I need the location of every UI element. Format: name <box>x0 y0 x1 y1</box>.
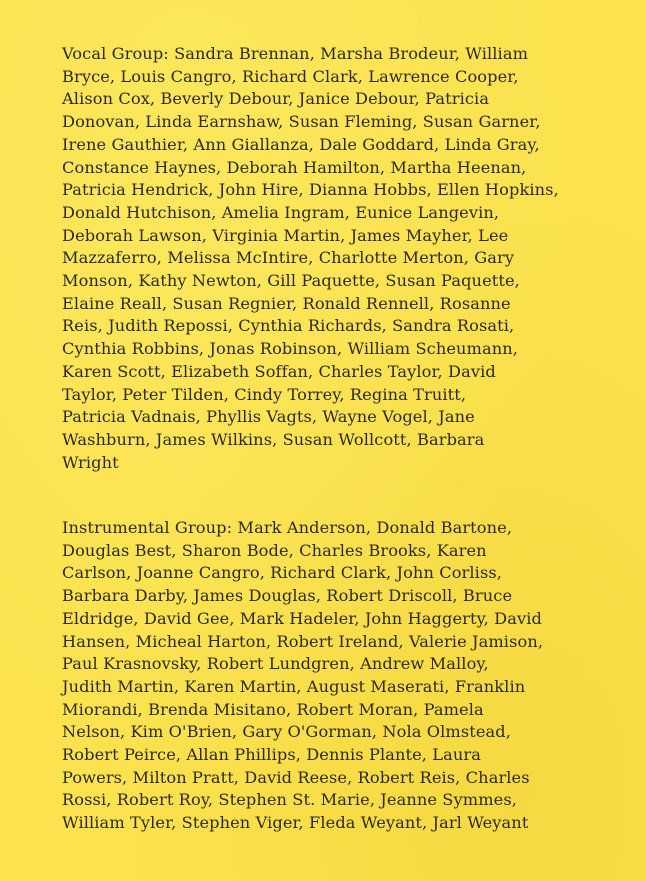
text-line: Donald Hutchison, Amelia Ingram, Eunice Langevin, <box>62 202 500 222</box>
text-line: Judith Martin, Karen Martin, August Maserati, Franklin <box>62 676 526 696</box>
text-line: Douglas Best, Sharon Bode, Charles Brooks, Karen <box>62 540 487 560</box>
vocal-group-paragraph <box>62 43 622 474</box>
text-line: Karen Scott, Elizabeth Soffan, Charles Taylor, David <box>62 361 496 381</box>
text-line: Irene Gauthier, Ann Giallanza, Dale Goddard, Linda Gray, <box>62 134 540 154</box>
text-line: Monson, Kathy Newton, Gill Paquette, Susan Paquette, <box>62 271 520 291</box>
text-line: Mazzaferro, Melissa McIntire, Charlotte Merton, Gary <box>62 248 515 268</box>
text-line: Patricia Hendrick, John Hire, Dianna Hobbs, Ellen Hopkins, <box>62 180 559 200</box>
text-line: Elaine Reall, Susan Regnier, Ronald Rennell, Rosanne <box>62 293 511 313</box>
text-line: Robert Peirce, Allan Phillips, Dennis Plante, Laura <box>62 745 481 765</box>
text-line: Constance Haynes, Deborah Hamilton, Martha Heenan, <box>62 157 527 177</box>
instrumental-group-paragraph <box>62 517 622 835</box>
text-line: Carlson, Joanne Cangro, Richard Clark, John Corliss, <box>62 563 503 583</box>
text-line: Reis, Judith Repossi, Cynthia Richards, Sandra Rosati, <box>62 316 515 336</box>
text-line: Miorandi, Brenda Misitano, Robert Moran, Pamela <box>62 699 484 719</box>
text-line: Paul Krasnovsky, Robert Lundgren, Andrew Malloy, <box>62 654 489 674</box>
text-line: Eldridge, David Gee, Mark Hadeler, John Haggerty, David <box>62 608 542 628</box>
text-line: Alison Cox, Beverly Debour, Janice Debour, Patricia <box>62 89 490 109</box>
text-line: Instrumental Group: Mark Anderson, Donald Bartone, <box>62 518 513 537</box>
text-line: Cynthia Robbins, Jonas Robinson, William Scheumann, <box>62 339 519 359</box>
text-line: William Tyler, Stephen Viger, Fleda Weyant, Jarl Weyant <box>62 813 529 833</box>
text-line: Bryce, Louis Cangro, Richard Clark, Lawrence Cooper, <box>62 66 519 86</box>
text-line: Deborah Lawson, Virginia Martin, James Mayher, Lee <box>62 225 509 245</box>
text-line: Taylor, Peter Tilden, Cindy Torrey, Regina Truitt, <box>62 384 467 404</box>
text-line: Vocal Group: Sandra Brennan, Marsha Brodeur, William <box>62 44 529 63</box>
text-line: Patricia Vadnais, Phyllis Vagts, Wayne Vogel, Jane <box>62 407 475 427</box>
text-line: Powers, Milton Pratt, David Reese, Robert Reis, Charles <box>62 767 530 787</box>
text-line: Hansen, Micheal Harton, Robert Ireland, Valerie Jamison, <box>62 631 544 651</box>
text-line: Washburn, James Wilkins, Susan Wollcott, Barbara <box>62 429 485 449</box>
text-line: Nelson, Kim O'Brien, Gary O'Gorman, Nola Olmstead, <box>62 722 511 742</box>
text-line: Barbara Darby, James Douglas, Robert Driscoll, Bruce <box>62 586 513 606</box>
text-line: Rossi, Robert Roy, Stephen St. Marie, Jeanne Symmes, <box>62 790 517 810</box>
text-line: Donovan, Linda Earnshaw, Susan Fleming, Susan Garner, <box>62 112 541 132</box>
text-line: Wright <box>62 452 119 472</box>
